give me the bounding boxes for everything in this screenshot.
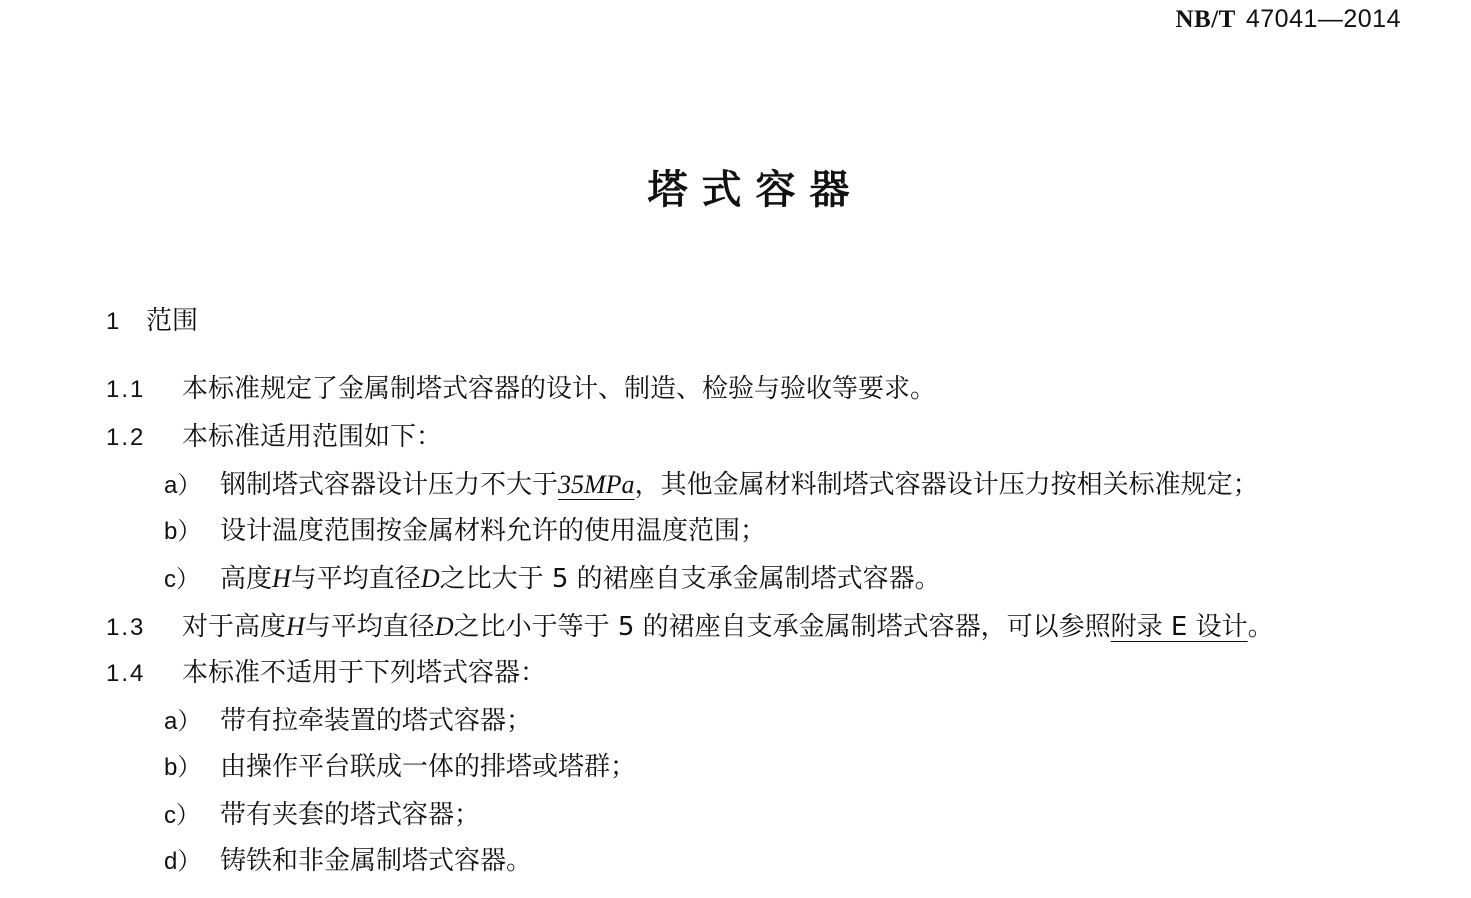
- item-text: 带有拉牵装置的塔式容器；: [220, 706, 533, 736]
- clause-text-end: 。: [1247, 612, 1274, 642]
- item-text: 铸铁和非金属制塔式容器。: [220, 846, 533, 876]
- height-symbol: H: [286, 612, 305, 641]
- item-text: 钢制塔式容器设计压力不大于: [220, 470, 559, 500]
- section-number: 1: [106, 308, 122, 335]
- list-item: [164, 794, 480, 831]
- section-title: 范围: [146, 306, 199, 336]
- list-item: [164, 746, 636, 783]
- item-label: c）: [164, 802, 200, 829]
- item-text-after: ，其他金属材料制塔式容器设计压力按相关标准规定；: [634, 470, 1259, 500]
- item-label: a）: [164, 708, 202, 735]
- item-label: d）: [164, 848, 202, 875]
- item-text: 高度: [220, 564, 273, 594]
- diameter-symbol: D: [434, 612, 454, 641]
- item-text: 由操作平台联成一体的排塔或塔群；: [220, 752, 637, 782]
- standard-number: 47041—2014: [1245, 5, 1401, 33]
- clause-1-3: [106, 606, 1274, 643]
- item-label: a）: [164, 472, 202, 499]
- item-text: 之比大于 5 的裙座自支承金属制塔式容器。: [439, 564, 941, 594]
- item-text: 带有夹套的塔式容器；: [220, 800, 481, 830]
- item-label: b）: [164, 518, 202, 545]
- clause-number: 1.3: [106, 614, 146, 641]
- item-text: 设计温度范围按金属材料允许的使用温度范围；: [220, 516, 767, 546]
- clause-number: 1.4: [106, 660, 146, 687]
- clause-text: 本标准不适用于下列塔式容器：: [182, 658, 547, 688]
- item-label: b）: [164, 754, 202, 781]
- clause-1-4: [106, 652, 546, 689]
- pressure-value: 35MPa: [558, 470, 635, 499]
- list-item: [164, 464, 1259, 501]
- clause-1-2: [106, 416, 442, 453]
- clause-1-1: [106, 368, 936, 405]
- list-item: [164, 700, 532, 737]
- clause-text: 本标准规定了金属制塔式容器的设计、制造、检验与验收等要求。: [182, 374, 937, 404]
- item-label: c）: [164, 566, 200, 593]
- section-heading: [106, 300, 198, 337]
- standard-code: [1176, 4, 1402, 34]
- list-item: [164, 840, 532, 877]
- clause-number: 1.2: [106, 424, 146, 451]
- appendix-e-reference: 附录 E 设计: [1110, 612, 1248, 642]
- clause-number: 1.1: [106, 376, 146, 403]
- document-title: 塔式容器: [647, 167, 864, 213]
- clause-text: 与平均直径: [304, 612, 435, 642]
- list-item: [164, 558, 941, 595]
- height-symbol: H: [272, 564, 291, 593]
- clause-text: 本标准适用范围如下：: [182, 422, 443, 452]
- item-text: 与平均直径: [290, 564, 421, 594]
- clause-text: 对于高度: [182, 612, 287, 642]
- list-item: [164, 510, 766, 547]
- standard-prefix: NB/T: [1175, 6, 1236, 33]
- diameter-symbol: D: [420, 564, 440, 593]
- clause-text: 之比小于等于 5 的裙座自支承金属制塔式容器，可以参照: [453, 612, 1111, 642]
